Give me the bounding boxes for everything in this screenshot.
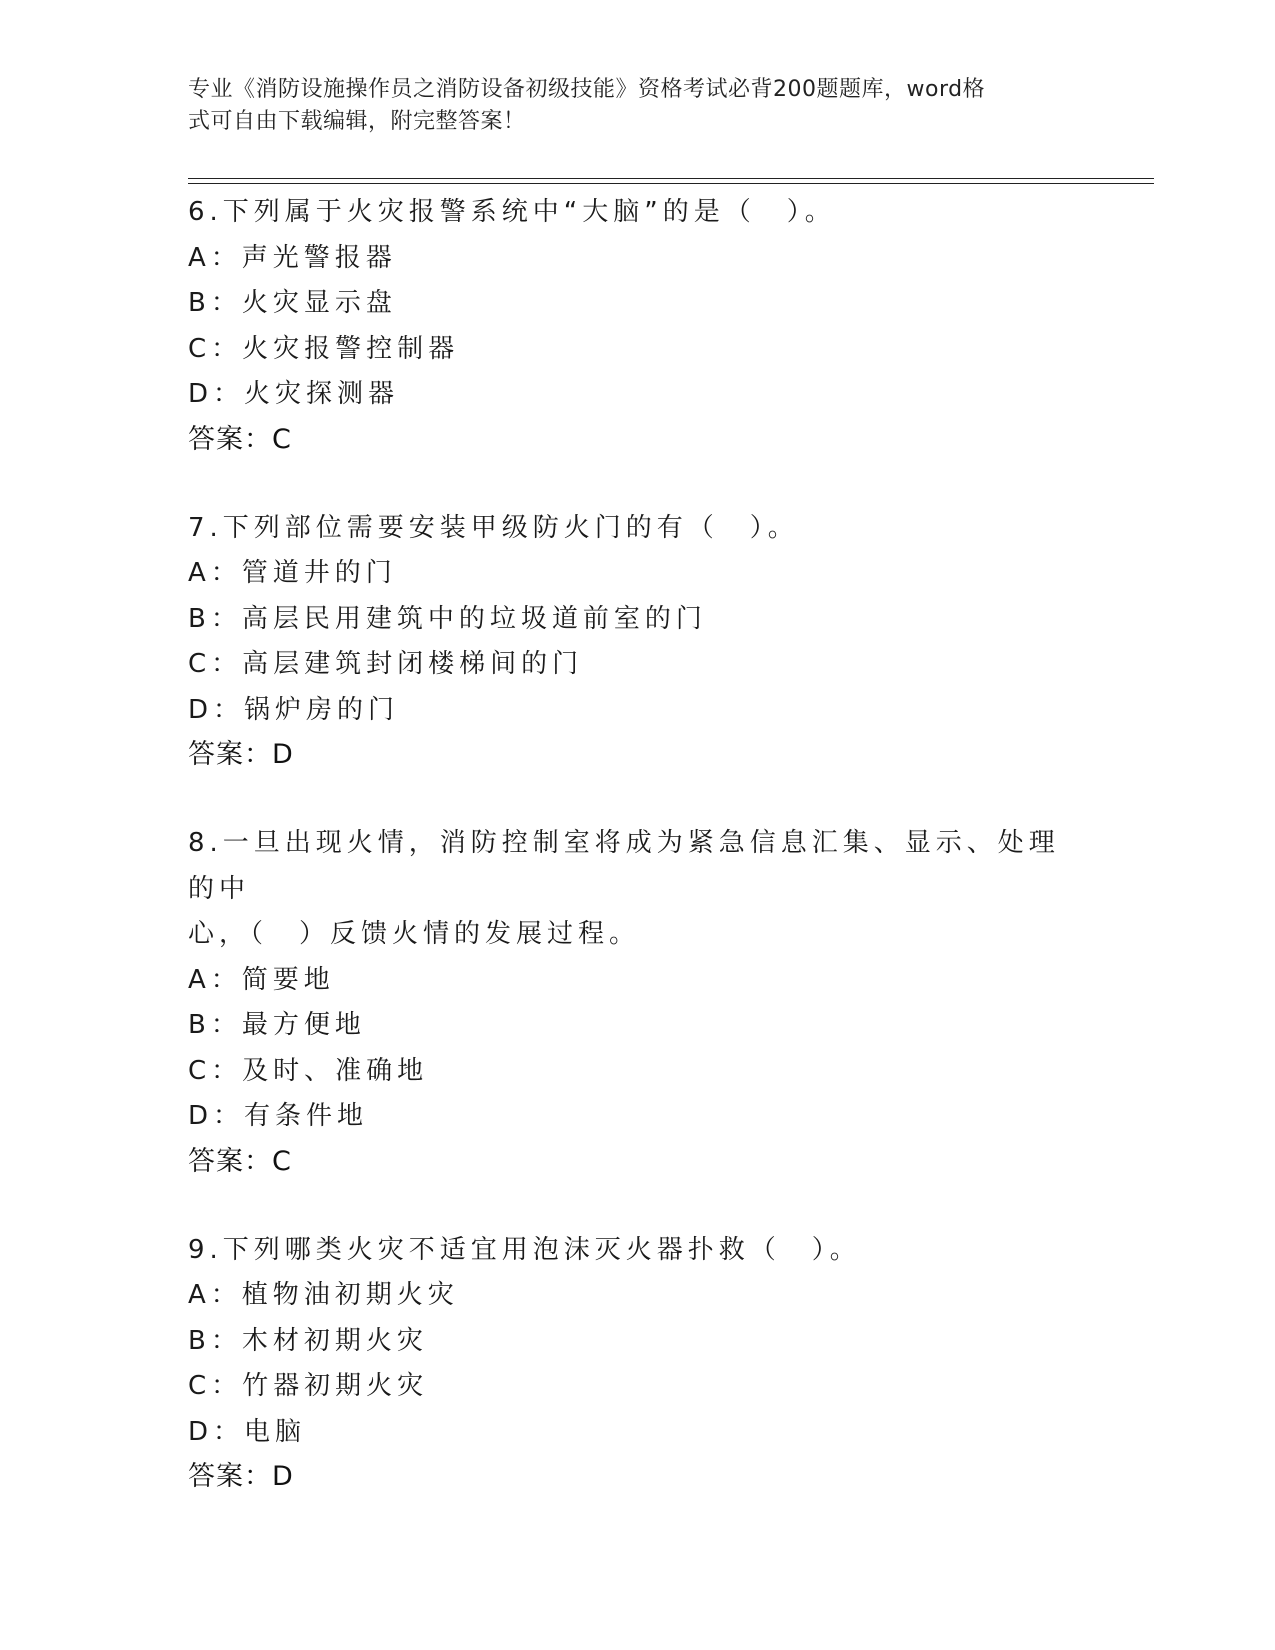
question-stem: 7.下列部位需要安装甲级防火门的有（ ）。	[188, 512, 799, 543]
option-a: A：植物油初期火灾	[188, 1280, 459, 1310]
option-a: A：简要地	[188, 964, 335, 995]
option-a: A：声光警报器	[188, 242, 397, 273]
question-stem: 9.下列哪类火灾不适宜用泡沫灭火器扑救（ ）。	[188, 1234, 861, 1265]
question-stem-line-2: 心，（ ）反馈火情的发展过程。	[188, 919, 641, 949]
answer-line: 答案：C	[188, 1145, 292, 1177]
option-c: C：火灾报警控制器	[188, 333, 460, 364]
question-stem-line-1: 8.一旦出现火情，消防控制室将成为紧急信息汇集、显示、处理的中	[188, 828, 1060, 904]
option-d: D：火灾探测器	[188, 379, 400, 409]
option-d: D：电脑	[188, 1416, 307, 1447]
question-9	[188, 1228, 1088, 1500]
question-8	[188, 821, 1088, 1184]
option-d: D：有条件地	[188, 1101, 369, 1131]
answer-line: 答案：D	[188, 739, 294, 770]
option-b: B：最方便地	[188, 1010, 366, 1040]
option-b: B：高层民用建筑中的垃圾道前室的门	[188, 603, 707, 634]
question-7	[188, 506, 1088, 778]
document-header	[188, 74, 1068, 138]
option-b: B：木材初期火灾	[188, 1325, 428, 1356]
question-stem: 6.下列属于火灾报警系统中“大脑”的是（ ）。	[188, 197, 836, 227]
option-b: B：火灾显示盘	[188, 288, 397, 318]
answer-line: 答案：C	[188, 423, 292, 455]
answer-line: 答案：D	[188, 1461, 294, 1492]
header-divider-top	[188, 178, 1154, 179]
option-a: A：管道井的门	[188, 558, 397, 588]
option-c: C：及时、准确地	[188, 1055, 429, 1086]
header-line-2: 式可自由下载编辑，附完整答案！	[188, 109, 526, 134]
option-c: C：竹器初期火灾	[188, 1371, 429, 1401]
option-d: D：锅炉房的门	[188, 694, 400, 725]
header-divider-bottom	[188, 183, 1154, 184]
header-line-1: 专业《消防设施操作员之消防设备初级技能》资格考试必背200题题库，word格	[188, 77, 986, 102]
question-6	[188, 190, 1088, 462]
question-list	[188, 190, 1088, 1543]
option-c: C：高层建筑封闭楼梯间的门	[188, 649, 584, 679]
